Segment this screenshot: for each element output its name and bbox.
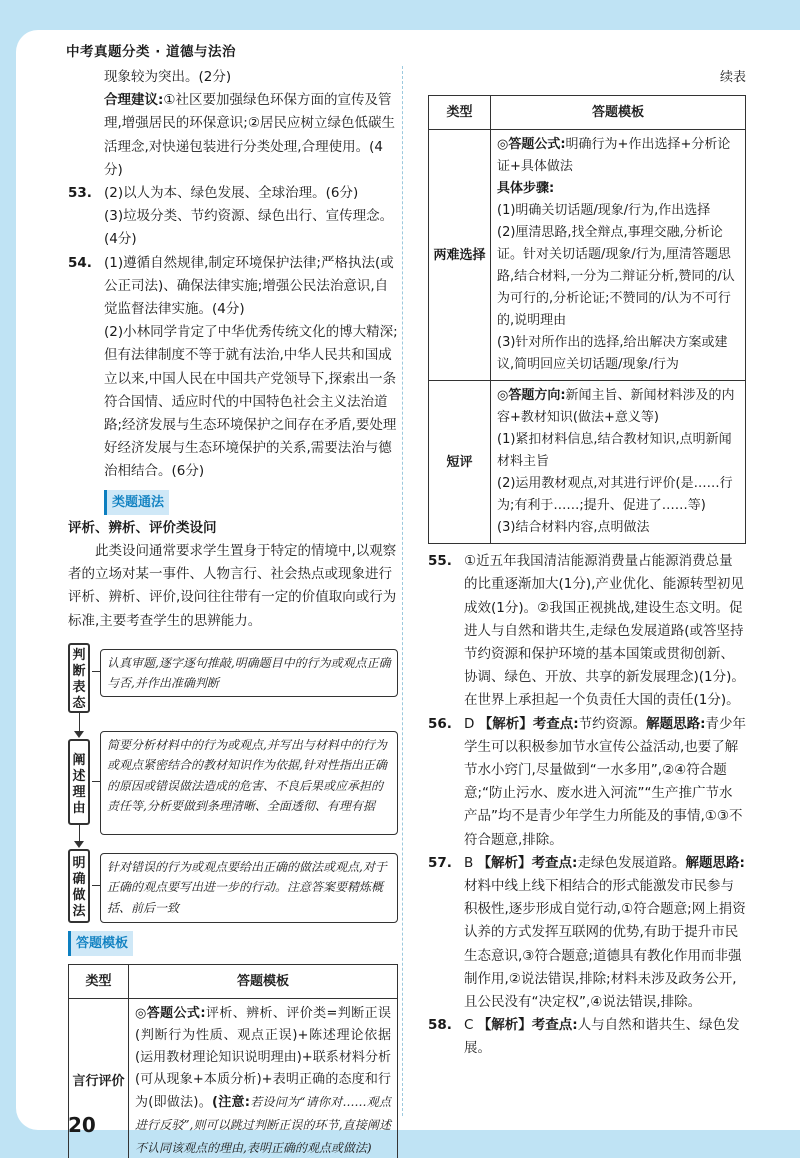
q54-number: 54. [68, 254, 92, 271]
q52-advice-label: 合理建议: [104, 92, 164, 109]
column-divider [402, 66, 403, 1116]
flow-line [79, 713, 80, 733]
template-section [68, 929, 398, 1158]
flow-desc-action [100, 853, 398, 923]
row-content [491, 381, 746, 544]
page [16, 30, 800, 1156]
flow-desc-reason [100, 731, 398, 835]
table-row [69, 999, 398, 1158]
q58-kp: 人与自然和谐共生、绿色发展。 [464, 1017, 740, 1057]
method-title: 评析、辨析、评价类设问 [68, 519, 217, 536]
step-3: (3)结合材料内容,点明做法 [497, 520, 650, 536]
row-name: 言行评价 [69, 999, 129, 1158]
q56-analysis-tag: 【解析】 [478, 715, 533, 732]
header-template: 答题模板 [129, 965, 398, 999]
q53-number: 53. [68, 185, 92, 202]
running-header: 中考真题分类 · 道德与法治 [66, 44, 237, 60]
q57-kp-label: 考查点: [531, 854, 578, 871]
q56-sl-label: 解题思路: [646, 715, 706, 732]
row-content [491, 130, 746, 381]
header-template: 答题模板 [491, 96, 746, 130]
direction-text: 新闻主旨、新闻材料涉及的内容+教材知识(做法+意义等) [497, 388, 735, 426]
continued-label: 续表 [719, 70, 746, 85]
q54-part2: (2)小林同学肯定了中华优秀传统文化的博大精深;但有法律制度不等于就有法治,中华人民共和国成立以来,中国人民在中国共产党领导下,探索出一条符合国情、适应时代的中国特色社会主义法治道路;经济发展与生态环境保护之间存在矛盾,要处理好经济发展与生态环境保护的关系,需要法治与德治相结合。(6分) [104, 324, 398, 480]
q52-tail: 现象较为突出。(2分) [104, 69, 232, 85]
q56 [428, 713, 746, 852]
page-number: 20 [68, 1113, 96, 1137]
step-1: (1)紧扣材料信息,结合教材知识,点明新闻材料主旨 [497, 432, 732, 470]
q52-advice [68, 89, 398, 182]
formula-text: 明确行为+作出选择+分析论证+具体做法 [497, 137, 731, 175]
steps-label: 具体步骤: [497, 181, 555, 197]
q58 [428, 1014, 746, 1060]
q56-kp: 节约资源。 [578, 715, 647, 732]
flow-step-reason: 阐述理由 [68, 739, 90, 825]
q56-kp-label: 考查点: [532, 715, 579, 732]
row-name: 两难选择 [429, 130, 491, 381]
q53-part2: (2)以人为本、绿色发展、全球治理。(6分) [104, 185, 359, 202]
direction-label: ◎答题方向: [497, 388, 566, 404]
flow-arrow [74, 841, 84, 848]
q53 [68, 182, 398, 205]
note-label: (注意: [212, 1095, 250, 1111]
flow-connector [92, 781, 100, 782]
flow-arrow [74, 731, 84, 738]
q55 [428, 550, 746, 712]
step-2: (2)运用教材观点,对其进行评价(是……行为;有利于……;提升、促进了……等) [497, 476, 733, 514]
row-content [129, 999, 398, 1158]
template-table-continued [428, 95, 746, 544]
q58-answer: C [464, 1017, 474, 1034]
q57 [428, 852, 746, 1014]
row-name: 短评 [429, 381, 491, 544]
table-header [69, 965, 398, 999]
flow-desc-reason-text: 简要分析材料中的行为或观点,并写出与材料中的行为或观点紧密结合的教材知识作为依据,针对性指出正确的原因或错误做法造成的危害、不良后果或应承担的责任等,分析要做到条理清晰、全面透彻、有理有据 [107, 737, 387, 814]
flow-step-judge: 判断表态 [68, 643, 90, 713]
method-flowchart [68, 639, 398, 919]
flow-step-action: 明确做法 [68, 849, 90, 923]
step-2: (2)厘清思路,找全辩点,事理交融,分析论证。针对关切话题/现象/行为,厘清答题思路,结合材料,一分为二辩证分析,赞同的/认为可行的,分析论证;不赞同的/认为不可行的,说明理由 [497, 225, 735, 329]
flow-connector [92, 671, 100, 672]
q57-analysis-tag: 【解析】 [477, 854, 532, 871]
q57-kp: 走绿色发展道路。 [577, 854, 686, 871]
method-body: 此类设问通常要求学生置身于特定的情境中,以观察者的立场对某一事件、人物言行、社会热点或现象进行评析、辨析、评价,设问往往带有一定的价值取向或行为标准,主要考查学生的思辨能力。 [68, 543, 397, 629]
q56-number: 56. [428, 715, 452, 732]
table-row [429, 381, 746, 544]
q57-answer: B [464, 854, 474, 871]
formula-label: ◎答题公式: [497, 137, 566, 153]
q58-analysis-tag: 【解析】 [477, 1017, 532, 1034]
table-row [429, 130, 746, 381]
q54-part1: (1)遵循自然规律,制定环境保护法律;严格执法(或公正司法)、确保法律实施;增强公民法治意识,自觉监督法律实施。(4分) [104, 254, 394, 318]
flow-desc-judge-text: 认真审题,逐字逐句推敲,明确题目中的行为或观点正确与否,并作出准确判断 [107, 655, 391, 691]
q54 [68, 252, 398, 322]
q56-answer: D [464, 715, 475, 732]
flow-desc-judge [100, 649, 398, 697]
q57-sl-label: 解题思路: [685, 854, 745, 871]
q58-number: 58. [428, 1017, 452, 1034]
q56-sl: 青少年学生可以积极参加节水宣传公益活动,也要了解节水小窍门,尽量做到“一水多用”,②④符合题意;“防止污水、废水进入河流”“生产推广节水产品”均不是青少年学生力所能及的事情,①③不符合题意,排除。 [464, 715, 747, 848]
flow-desc-action-text: 针对错误的行为或观点要给出正确的做法或观点,对于正确的观点要写出进一步的行动。注意答案要精炼概括、前后一致 [107, 859, 387, 915]
note-text: 若设问为“请你对……观点进行反驳”,则可以跳过判断正误的环节,直接阐述不认同该观点的理由,表明正确的观点或做法) [135, 1095, 391, 1156]
q55-number: 55. [428, 553, 452, 570]
header-type: 类型 [69, 965, 129, 999]
q55-text: ①近五年我国清洁能源消费量占能源消费总量的比重逐渐加大(1分),产业优化、能源转型初见成效(1分)。②我国正视挑战,建设生态文明。促进人与自然和谐共生,走绿色发展道路(或答坚持节约资源和保护环境的基本国策或贯彻创新、协调、绿色、开放、共享的新发展理念)(1分)。在世界上承担起一个负责任大国的责任(1分)。 [464, 553, 745, 709]
formula-label: ◎答题公式: [135, 1006, 206, 1022]
method-section [68, 488, 398, 633]
flow-connector [92, 885, 100, 886]
template-tag: 答题模板 [68, 931, 133, 956]
q53-part3: (3)垃圾分类、节约资源、绿色出行、宣传理念。(4分) [104, 208, 394, 248]
table-header [429, 96, 746, 130]
q57-sl: 材料中线上线下相结合的形式能激发市民参与积极性,逐步形成自觉行动,①符合题意;网上捐资认养的方式发挥互联网的优势,有助于提升市民生态意识,③符合题意;道德具有教化作用而非强制作用,②说法错误,排除;材料未涉及政务公开,且公民没有“决定权”,④说法错误,排除。 [464, 878, 746, 1011]
template-table [68, 964, 398, 1158]
step-3: (3)针对所作出的选择,给出解决方案或建议,简明回应关切话题/现象/行为 [497, 335, 728, 373]
left-column [68, 66, 398, 1158]
right-column [428, 66, 746, 1061]
header-type: 类型 [429, 96, 491, 130]
method-tag: 类题通法 [104, 490, 169, 515]
q58-kp-label: 考查点: [531, 1017, 578, 1034]
formula-text: 评析、辨析、评价类=判断正误(判断行为性质、观点正误)+陈述理论依据(运用教材理论知识说明理由)+联系材料分析(可从现象+本质分析)+表明正确的态度和行为(即做法)。 [135, 1006, 391, 1111]
step-1: (1)明确关切话题/现象/行为,作出选择 [497, 203, 711, 219]
q57-number: 57. [428, 854, 452, 871]
q52-advice-text: ①社区要加强绿色环保方面的宣传及管理,增强居民的环保意识;②居民应树立绿色低碳生活理念,对快递包装进行分类处理,合理使用。(4分) [104, 92, 395, 178]
